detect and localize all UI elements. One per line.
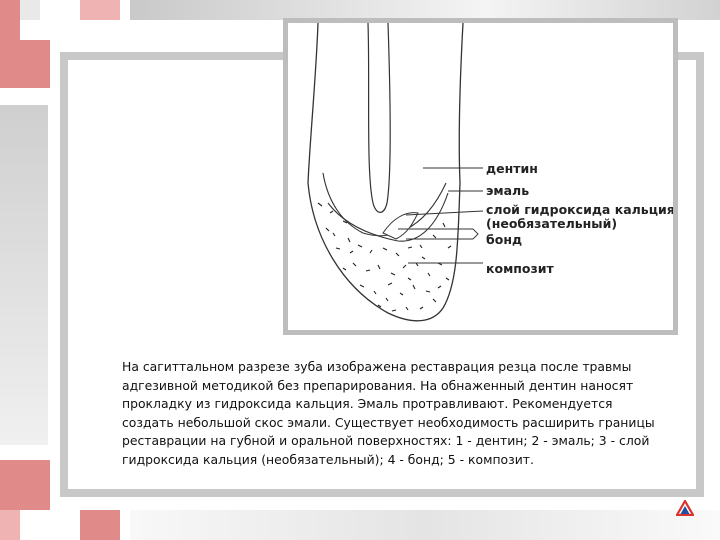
label-enamel: эмаль (486, 183, 530, 198)
decor-square-red-top-2 (0, 20, 20, 40)
pulp-canal (368, 23, 390, 212)
decor-bar-left (0, 105, 48, 445)
decor-square-red-bottom (0, 460, 50, 510)
figure-caption: На сагиттальном разрезе зуба изображена реставрация резца после травмы адгезивной методикой без препарирования. На обнаженный дентин наносят прокладку из гидроксида кальция. Эмаль протравливают. Рекомендуется создать небольшой скос эмали. Существует необходимость расширить границы реставрации на губной и оральной поверхностях: 1 - дентин; 2 - эмаль; 3 - слой гидроксида кальция (необязательный); 4 - бонд; 5 - композит. (122, 359, 655, 467)
decor-square-grey-top (20, 0, 40, 20)
decor-square-red-top (0, 0, 20, 20)
label-composite: композит (486, 261, 554, 276)
decor-bar-top (130, 0, 720, 20)
tooth-diagram (288, 23, 673, 330)
tooth-figure-frame (283, 18, 678, 335)
label-calcium-line2: (необязательный) (486, 216, 618, 231)
dentin-boundary (323, 173, 446, 236)
label-dentin: дентин (486, 161, 538, 176)
decor-square-red-bottom-2 (80, 510, 120, 540)
label-calcium-line1: слой гидроксида кальция (486, 202, 673, 217)
label-bond: бонд (486, 232, 523, 247)
tooth-outline (308, 23, 463, 321)
decor-square-red-left (0, 40, 50, 88)
decor-square-pink-bottom (0, 510, 20, 540)
triangle-logo-icon (676, 500, 694, 516)
decor-bar-bottom (130, 510, 720, 540)
composite-texture (318, 203, 451, 311)
decor-square-pink-top (80, 0, 120, 20)
